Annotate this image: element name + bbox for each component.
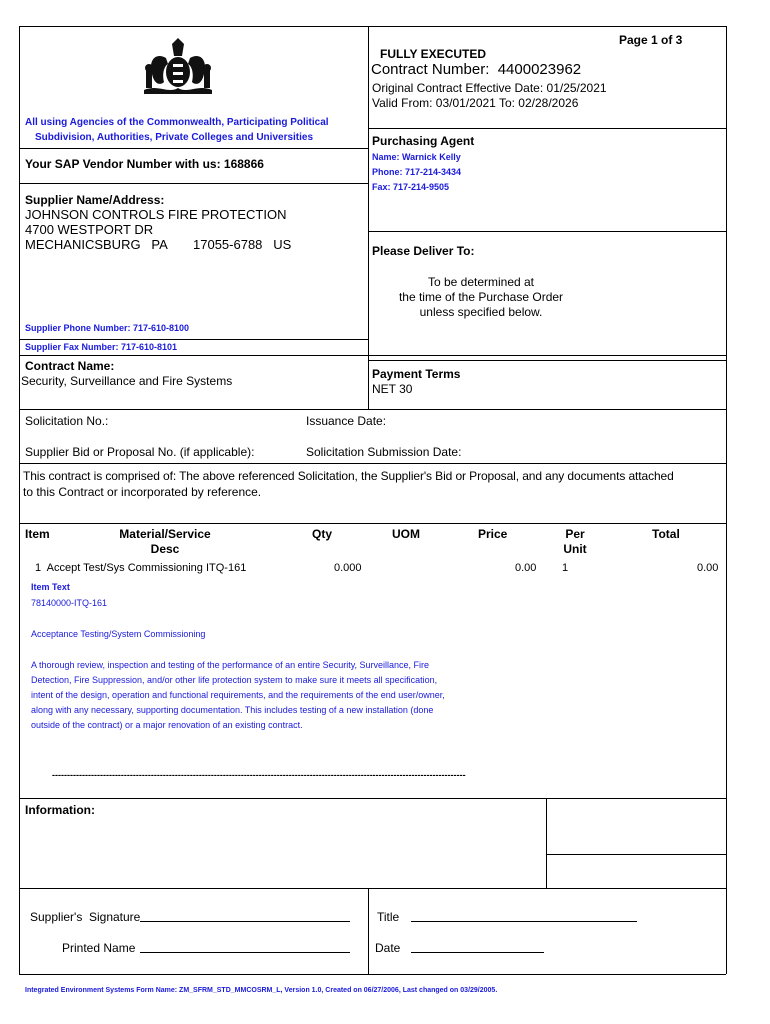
description-line-2: Detection, Fire Suppression, and/or other life protection system to make sure it meets all specification, bbox=[31, 675, 438, 685]
deliver-line-1: To be determined at bbox=[427, 275, 535, 289]
supplier-label: Supplier Name/Address: bbox=[25, 193, 165, 207]
supplier-street: 4700 WESTPORT DR bbox=[25, 222, 154, 237]
printed-name-label: Printed Name bbox=[62, 941, 136, 955]
deliver-line-3: unless specified below. bbox=[419, 305, 543, 319]
contract-name-label: Contract Name: bbox=[25, 359, 115, 373]
col-total: Total bbox=[652, 527, 680, 541]
deliver-line-2: the time of the Purchase Order bbox=[398, 290, 564, 304]
row-per: 1 bbox=[562, 562, 569, 574]
agencies-line-2: Subdivision, Authorities, Private Colleges and Universities bbox=[35, 132, 314, 143]
row-qty: 0.000 bbox=[334, 562, 362, 574]
row-desc: 1 Accept Test/Sys Commissioning ITQ-161 bbox=[35, 562, 247, 574]
supplier-zip: 17055-6788 US bbox=[193, 237, 292, 252]
date-label: Date bbox=[375, 941, 401, 955]
description-line-1: A thorough review, inspection and testing of the performance of an entire Security, Surveillance, Fire bbox=[31, 660, 430, 670]
contract-number: Contract Number: 4400023962 bbox=[371, 61, 582, 78]
description-line-3: intent of the design, operation and functional requirements, and the requirements of the end user/owner, bbox=[31, 690, 445, 700]
dashed-separator: ------------------------------------------------------------------------------------------------------------------------------------------ bbox=[52, 770, 466, 780]
payment-terms-value: NET 30 bbox=[372, 382, 413, 396]
comprised-line-1: This contract is comprised of: The above referenced Solicitation, the Supplier's Bid or Proposal, and any documents attached bbox=[23, 469, 674, 483]
supplier-signature-label: Supplier's Signature bbox=[30, 910, 141, 924]
agencies-line-1: All using Agencies of the Commonwealth, Participating Political bbox=[25, 117, 329, 128]
col-per-1: Per bbox=[565, 527, 585, 541]
comprised-line-2: to this Contract or incorporated by reference. bbox=[23, 485, 262, 499]
contract-name-value: Security, Surveillance and Fire Systems bbox=[21, 374, 233, 388]
description-line-5: outside of the contract) or a major renovation of an existing contract. bbox=[31, 720, 303, 730]
solicitation-no: Solicitation No.: bbox=[25, 414, 109, 428]
submission-date: Solicitation Submission Date: bbox=[306, 445, 462, 459]
description-line-4: along with any necessary, supporting documentation. This includes testing of a new installation (done bbox=[31, 705, 434, 715]
status-badge: FULLY EXECUTED bbox=[380, 47, 487, 61]
valid-dates: Valid From: 03/01/2021 To: 02/28/2026 bbox=[372, 96, 579, 110]
col-price: Price bbox=[478, 527, 508, 541]
title-field[interactable] bbox=[411, 910, 637, 922]
purchasing-agent-label: Purchasing Agent bbox=[372, 134, 475, 148]
date-field[interactable] bbox=[411, 941, 544, 953]
vendor-number: Your SAP Vendor Number with us: 168866 bbox=[25, 157, 264, 171]
issuance-date: Issuance Date: bbox=[306, 414, 387, 428]
supplier-name: JOHNSON CONTROLS FIRE PROTECTION bbox=[25, 207, 287, 222]
col-qty: Qty bbox=[312, 527, 333, 541]
supplier-bid-no: Supplier Bid or Proposal No. (if applicable): bbox=[25, 445, 255, 459]
row-total: 0.00 bbox=[697, 562, 719, 574]
row-price: 0.00 bbox=[515, 562, 537, 574]
col-item: Item bbox=[25, 527, 50, 541]
col-uom: UOM bbox=[392, 527, 420, 541]
agent-phone: Phone: 717-214-3434 bbox=[372, 167, 462, 177]
supplier-city: MECHANICSBURG PA bbox=[25, 237, 168, 252]
printed-name-field[interactable] bbox=[140, 941, 350, 953]
col-desc-1: Material/Service bbox=[119, 527, 211, 541]
information-label: Information: bbox=[25, 803, 95, 817]
item-text-label: Item Text bbox=[31, 582, 70, 592]
commonwealth-seal-icon bbox=[138, 34, 218, 98]
agent-name: Name: Warnick Kelly bbox=[372, 152, 461, 162]
page-number: Page 1 of 3 bbox=[619, 33, 683, 47]
agent-fax: Fax: 717-214-9505 bbox=[372, 182, 450, 192]
item-title: Acceptance Testing/System Commissioning bbox=[31, 629, 206, 639]
form-footer: Integrated Environment Systems Form Name: ZM_SFRM_STD_MMCOSRM_L, Version 1.0, Created on 06/27/2006, Last changed on 03/29/2005. bbox=[25, 987, 498, 994]
supplier-signature-field[interactable] bbox=[140, 910, 350, 922]
deliver-to-label: Please Deliver To: bbox=[372, 244, 475, 258]
col-per-2: Unit bbox=[563, 542, 587, 556]
effective-date: Original Contract Effective Date: 01/25/2021 bbox=[372, 81, 607, 95]
item-code: 78140000-ITQ-161 bbox=[31, 598, 108, 608]
title-label: Title bbox=[377, 910, 400, 924]
payment-terms-label: Payment Terms bbox=[372, 367, 461, 381]
supplier-phone: Supplier Phone Number: 717-610-8100 bbox=[25, 323, 190, 333]
col-desc-2: Desc bbox=[150, 542, 180, 556]
supplier-fax: Supplier Fax Number: 717-610-8101 bbox=[25, 342, 178, 352]
